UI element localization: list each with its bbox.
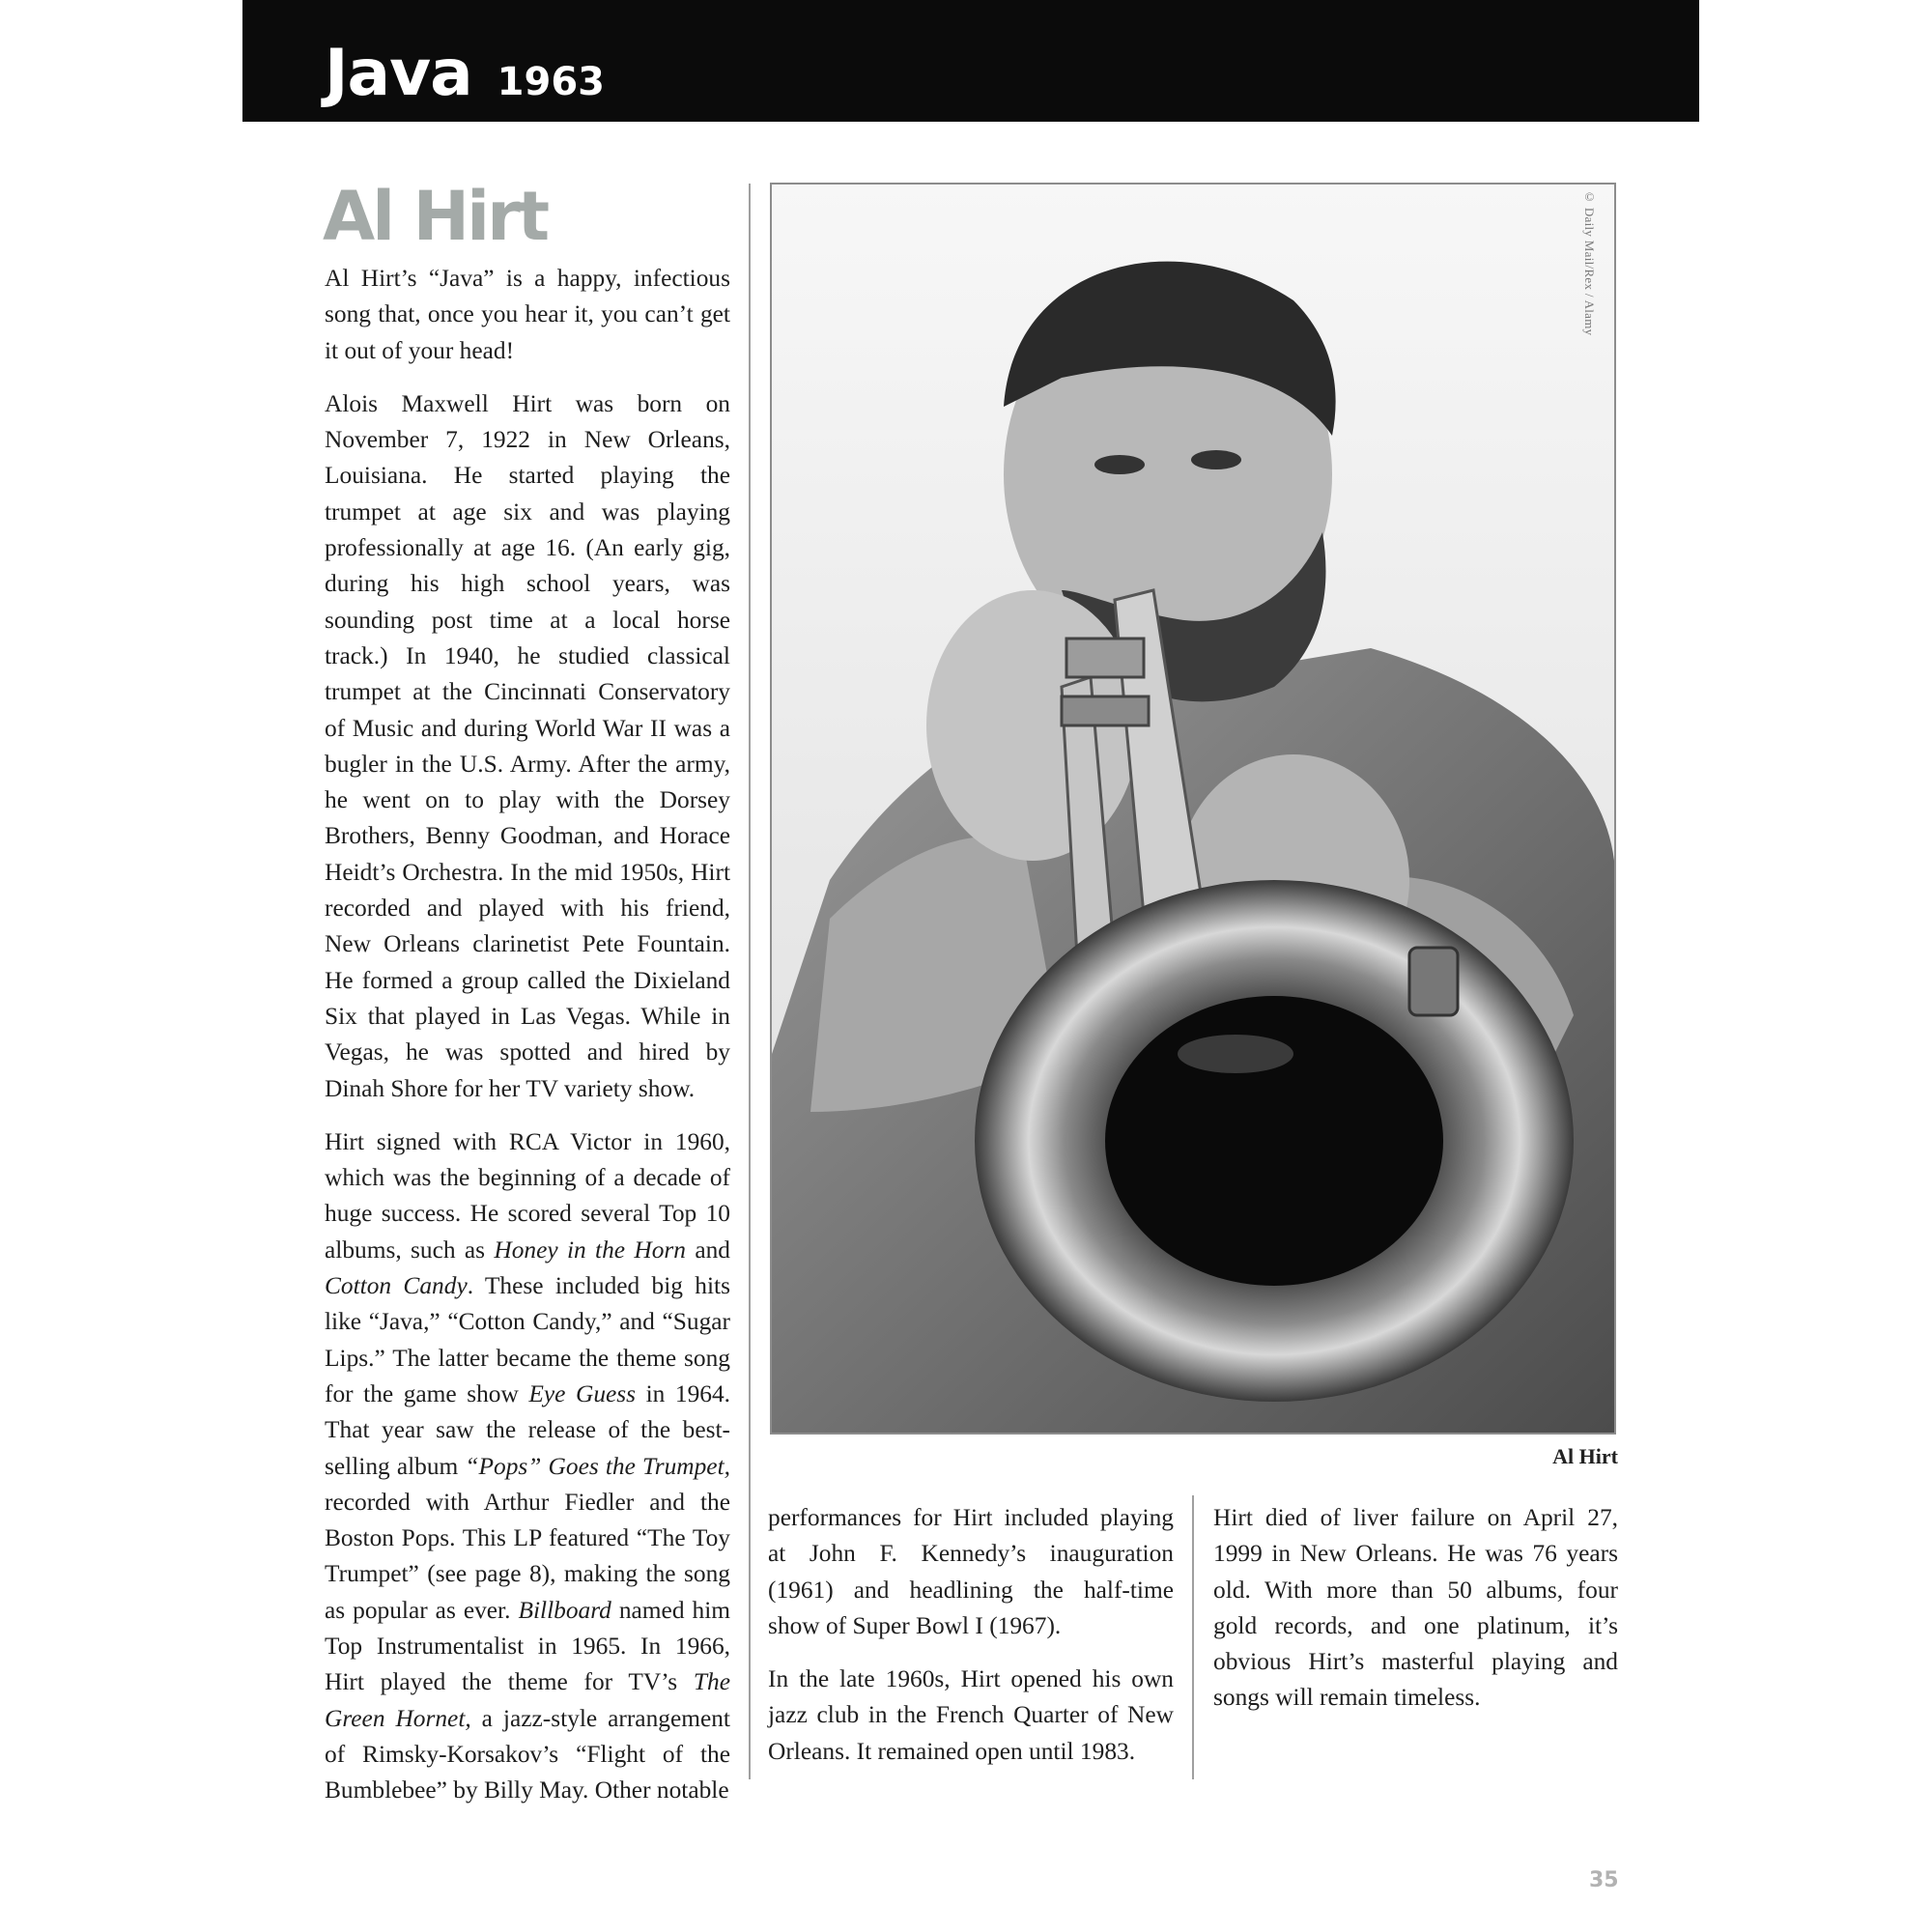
- song-title: Java: [325, 36, 472, 110]
- column-divider: [749, 184, 751, 1779]
- page-title: [325, 35, 605, 121]
- italic-title-text: Billboard: [518, 1596, 611, 1624]
- text-run: recorded with Arthur Fiedler and the Boston Pops. This LP featured “The Toy Trumpet” (see page 8), making the song as popular as ever.: [325, 1488, 730, 1624]
- italic-title-text: Cotton Candy: [325, 1272, 468, 1300]
- text-run: a jazz-style arrangement of Rimsky-Korsakov’s “Flight of the Bumblebee” by Billy May. Other notable: [325, 1704, 730, 1804]
- italic-title-text: “Pops” Goes the Trumpet,: [465, 1452, 730, 1480]
- right-text-column: [1213, 1500, 1618, 1734]
- text-run: Al Hirt’s “Java” is a happy, infectious song that, once you hear it, you can’t get it out of your head!: [325, 265, 730, 364]
- paragraph: [325, 261, 730, 369]
- text-run: Hirt died of liver failure on April 27, 1999 in New Orleans. He was 76 years old. With more than 50 albums, four gold records, and one platinum, it’s obvious Hirt’s masterful playing and songs will remain timeless.: [1213, 1504, 1618, 1712]
- photo-caption: Al Hirt: [1552, 1444, 1618, 1468]
- paragraph: [325, 386, 730, 1107]
- text-run: . These included big hits like “Java,” “Cotton Candy,” and “Sugar Lips.” The latter became the theme song for the game show: [325, 1272, 730, 1407]
- text-run: In the late 1960s, Hirt opened his own jazz club in the French Quarter of New Orleans. It remained open until 1983.: [768, 1665, 1174, 1765]
- text-run: Alois Maxwell Hirt was born on November 7, 1922 in New Orleans, Louisiana. He started playing the trumpet at age six and was playing professionally at age 16. (An early gig, during his high school years, was sounding post time at a local horse track.) In 1940, he studied classical trumpet at the Cincinnati Conservatory of Music and during World War II was a bugler in the U.S. Army. After the army, he went on to play with the Dorsey Brothers, Benny Goodman, and Horace Heidt’s Orchestra. In the mid 1950s, Hirt recorded and played with his friend, New Orleans clarinetist Pete Fountain. He formed a group called the Dixieland Six that played in Las Vegas. While in Vegas, he was spotted and hired by Dinah Shore for her TV variety show.: [325, 389, 730, 1102]
- italic-title-text: Honey in the Horn: [494, 1236, 687, 1264]
- column-divider: [1192, 1495, 1194, 1779]
- page-number: 35: [1589, 1868, 1619, 1892]
- photo-credit: © Daily Mail/Rex / Alamy: [1582, 189, 1597, 336]
- header-bar: [242, 0, 1699, 122]
- artist-heading: Al Hirt: [323, 177, 548, 256]
- paragraph: [768, 1500, 1174, 1644]
- paragraph: [325, 1124, 730, 1809]
- paragraph: [1213, 1500, 1618, 1717]
- text-run: named him Top Instrumentalist in 1965. In 1966, Hirt played the theme for TV’s: [325, 1596, 731, 1696]
- text-run: and: [686, 1236, 731, 1264]
- italic-title-text: The Green Hornet,: [325, 1668, 730, 1732]
- paragraph: [768, 1662, 1174, 1770]
- left-text-column: [325, 261, 730, 1826]
- italic-title-text: Eye Guess: [528, 1379, 637, 1407]
- trumpet-player-photo-illustration: [772, 185, 1614, 1433]
- song-year: 1963: [497, 60, 605, 104]
- text-run: Hirt signed with RCA Victor in 1960, which was the beginning of a decade of huge success. He scored several Top 10 albums, such as: [325, 1127, 730, 1264]
- text-run: performances for Hirt included playing at John F. Kennedy’s inauguration (1961) and headlining the half-time show of Super Bowl I (1967).: [768, 1504, 1174, 1639]
- middle-text-column: [768, 1500, 1174, 1787]
- artist-photo: [770, 183, 1616, 1435]
- text-run: in 1964. That year saw the release of the best-selling album: [325, 1379, 731, 1480]
